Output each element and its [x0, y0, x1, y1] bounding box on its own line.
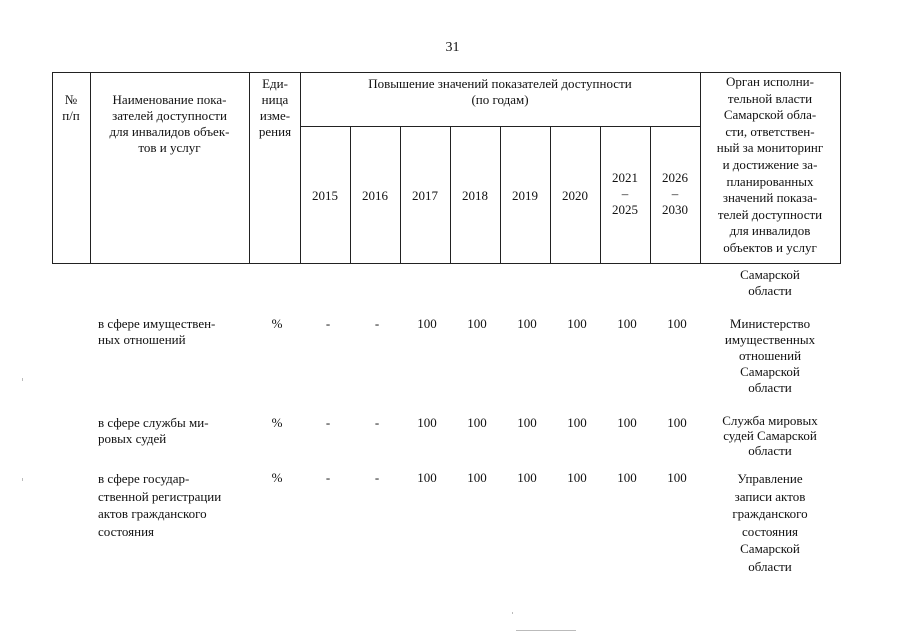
header-org-line: ный за мониторинг: [716, 140, 824, 156]
row-unit: %: [271, 415, 283, 430]
org-line: Самарской: [740, 267, 800, 282]
header-name-line: Наименование пока-: [112, 92, 227, 107]
row-value-2021-2025: 100: [617, 415, 637, 430]
row-organization: [700, 413, 840, 458]
scan-artifact: [22, 378, 23, 381]
year-dash: –: [671, 186, 679, 201]
header-org-line: телей доступности: [717, 206, 823, 222]
header-unit-line: изме-: [259, 108, 291, 123]
row-value-2021-2025: 100: [617, 470, 637, 485]
year-2017: [400, 188, 450, 204]
row-value-2015: -: [325, 470, 331, 485]
year-2018: [450, 188, 500, 204]
row-unit: %: [271, 470, 283, 485]
org-line: Служба мировых: [722, 413, 818, 428]
row-value-2020: 100: [567, 470, 587, 485]
org-line: отношений: [738, 348, 802, 363]
row-value-2026-2030: 100: [667, 415, 687, 430]
row-indicator-name: [98, 316, 246, 348]
name-line: в сфере службы ми-: [98, 415, 209, 430]
row-value-2016: -: [374, 470, 380, 485]
org-line: области: [748, 558, 792, 574]
header-unit-line: Еди-: [262, 76, 288, 91]
header-num: [52, 92, 90, 124]
header-num-line: №: [64, 92, 78, 107]
header-organization: [700, 74, 840, 257]
page-number: 31: [445, 40, 460, 55]
year-2020: [550, 188, 600, 204]
row-value-2021-2025: 100: [617, 316, 637, 331]
org-line: области: [748, 443, 792, 458]
year-label: 2016: [362, 188, 388, 203]
name-line: ровых судей: [98, 431, 167, 446]
header-name-line: тов и услуг: [138, 140, 201, 155]
row-indicator-name: [98, 470, 246, 540]
year-2016: [350, 188, 400, 204]
name-line: состояния: [98, 523, 154, 539]
row-value-2017: 100: [417, 415, 437, 430]
col-border-right: [840, 72, 841, 264]
year-2026-2030: [650, 170, 700, 218]
year-2021-2025: [600, 170, 650, 218]
row-value-2020: 100: [567, 316, 587, 331]
org-line: судей Самарской: [723, 428, 817, 443]
org-line: области: [748, 380, 792, 395]
header-org-line: для инвалидов: [729, 223, 811, 239]
name-line: в сфере имуществен-: [98, 316, 216, 331]
row-unit: %: [271, 316, 283, 331]
header-increase-line: (по годам): [471, 92, 529, 107]
row-value-2017: 100: [417, 470, 437, 485]
row-value-2018: 100: [467, 316, 487, 331]
row-value-2015: -: [325, 415, 331, 430]
year-label: 2025: [612, 202, 638, 217]
year-label: 2026: [662, 170, 688, 185]
header-indicator-name: [90, 92, 249, 156]
header-org-line: планированных: [726, 173, 814, 189]
row-organization: [700, 470, 840, 576]
year-2019: [500, 188, 550, 204]
org-line: Самарской: [740, 541, 800, 557]
row-value-2016: -: [374, 415, 380, 430]
header-org-line: объектов и услуг: [723, 239, 817, 255]
row-value-2017: 100: [417, 316, 437, 331]
year-label: 2017: [412, 188, 438, 203]
continuation-organization: [700, 267, 840, 299]
name-line: актов гражданского: [98, 506, 207, 521]
row-indicator-name: [98, 415, 246, 447]
name-line: ных отношений: [98, 332, 186, 347]
year-dash: –: [621, 186, 629, 201]
header-unit-line: ница: [261, 92, 289, 107]
name-line: ственной регистрации: [98, 488, 222, 504]
header-unit: [250, 76, 300, 140]
year-label: 2020: [562, 188, 588, 203]
year-label: 2019: [512, 188, 538, 203]
org-line: имущественных: [724, 332, 816, 347]
row-value-2019: 100: [517, 470, 537, 485]
scan-artifact: [22, 478, 23, 481]
year-label: 2021: [612, 170, 638, 185]
org-line: состояния: [742, 523, 798, 539]
header-unit-line: рения: [258, 124, 292, 139]
row-value-2018: 100: [467, 415, 487, 430]
row-value-2026-2030: 100: [667, 316, 687, 331]
header-org-line: Орган исполни-: [726, 74, 814, 89]
table-header-bottom-border: [52, 263, 840, 264]
header-org-line: и достижение за-: [722, 156, 818, 172]
org-line: записи актов: [734, 488, 806, 504]
org-line: области: [748, 283, 792, 298]
year-label: 2030: [662, 202, 688, 217]
org-line: Управление: [737, 471, 803, 486]
header-org-line: Самарской обла-: [723, 107, 817, 123]
row-value-2019: 100: [517, 316, 537, 331]
year-label: 2018: [462, 188, 488, 203]
header-name-line: для инвалидов объек-: [109, 124, 230, 139]
header-org-line: значений показа-: [722, 190, 818, 206]
scan-artifact: [512, 612, 513, 614]
header-increase-line: Повышение значений показателей доступности: [368, 76, 632, 91]
header-org-line: тельной власти: [727, 90, 813, 106]
row-value-2020: 100: [567, 415, 587, 430]
row-value-2019: 100: [517, 415, 537, 430]
header-name-line: зателей доступности: [112, 108, 227, 123]
name-line: в сфере государ-: [98, 471, 190, 486]
org-line: Министерство: [729, 316, 811, 331]
header-increase-title: [300, 76, 700, 108]
header-org-line: сти, ответствен-: [725, 123, 815, 139]
year-label: 2015: [312, 188, 338, 203]
year-2015: [300, 188, 350, 204]
row-value-2016: -: [374, 316, 380, 331]
scan-artifact: [516, 630, 576, 631]
row-value-2026-2030: 100: [667, 470, 687, 485]
row-organization: [700, 316, 840, 396]
row-value-2015: -: [325, 316, 331, 331]
org-line: гражданского: [732, 506, 808, 522]
header-num-line: п/п: [62, 108, 80, 123]
org-line: Самарской: [740, 364, 800, 379]
table-top-border: [52, 72, 840, 73]
row-value-2018: 100: [467, 470, 487, 485]
